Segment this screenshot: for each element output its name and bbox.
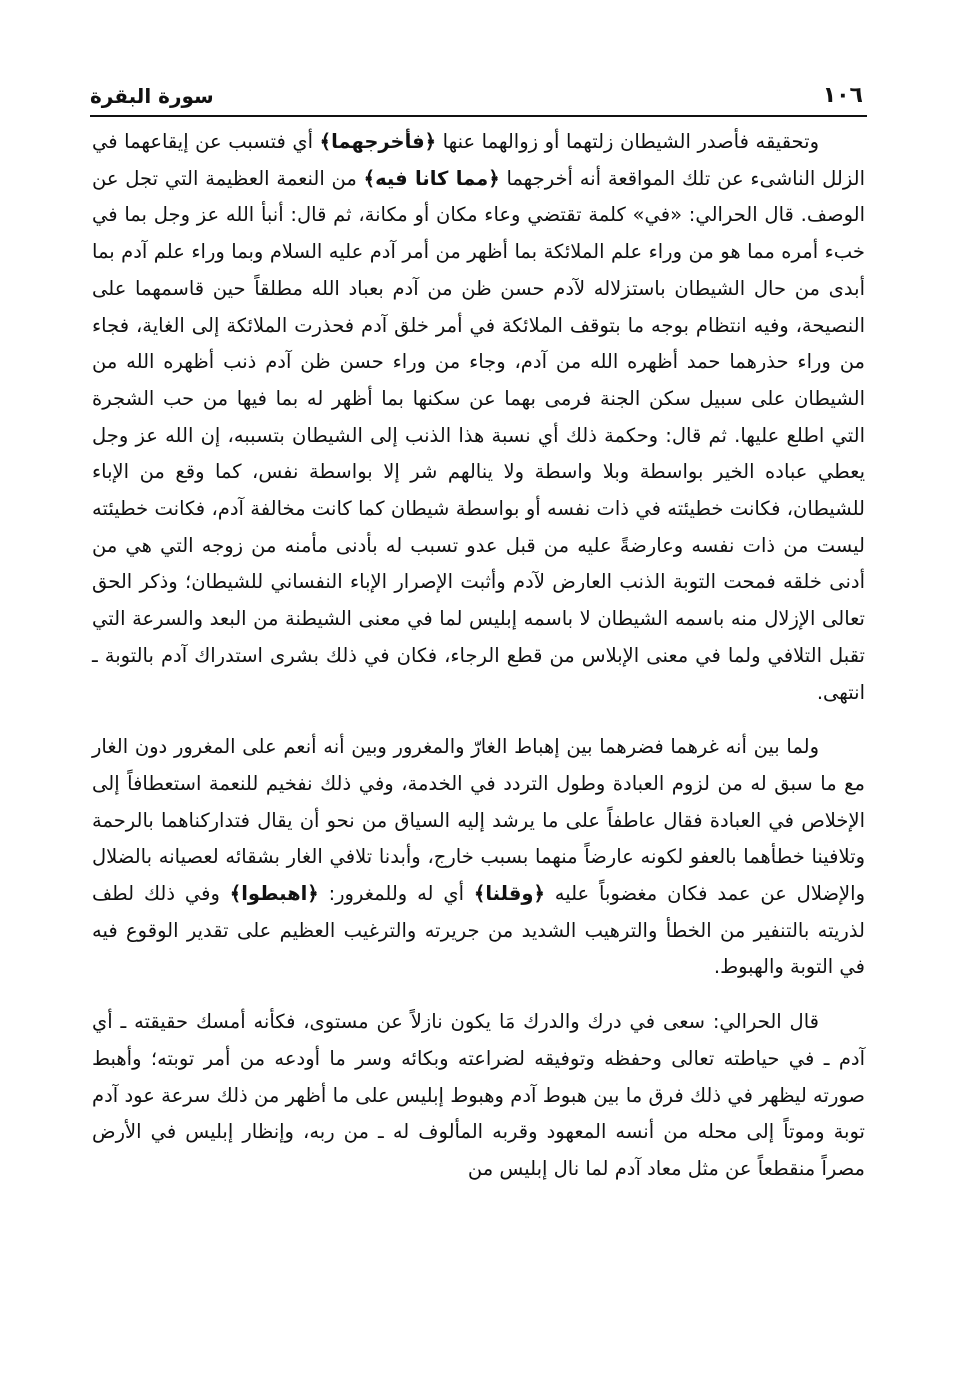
text-run: قال الحرالي: سعى في درك والدرك مَا يكون نازلاً عن مستوى، فكأنه أمسك حقيقته ـ أي آدم ـ في حياطته تعالى وحفظه وتوفيقه لضراعته وبكائه وسر ما أودعه من أمر توبته؛ وأهبط صورته ليظهر في ذلك فرق ما بين هبوط آدم وهبوط إبليس على ما أظهر من ذلك سرعة عود آدم توبة وموتاً إلى محله من أنسه المعهود وقربه المألوف له ـ من ربه، وإنظار إبليس في الأرض مصراً منقطعاً عن مثل معاد آدم لما نال إبليس من — [92, 1010, 865, 1180]
quran-quote: ﴿مما كانا فيه﴾ — [363, 166, 500, 190]
page-header — [90, 82, 865, 114]
paragraph-2 — [92, 729, 865, 986]
quran-quote: ﴿وقلنا﴾ — [473, 882, 545, 906]
text-run: ولما بين أنه غرهما فضرهما بين إهباط الغارّ والمغرور وبين أنه أنعم على المغرور دون الغار مع ما سبق له من لزوم العبادة وطول التردد في الخدمة، وفي ذلك نفخيم للنعمة استعطافاً إلى الإخلاص في العبادة فقال عاطفاً على ما يرشد إليه السياق من نحو أن يقال فتداركناهما بالرحمة وتلافينا خطأهما بالعفو لكونه عارضاً منهما بسبب خارج، وأبدنا تلافي الغار بشقائه لعصيانه بالضلال والإضلال عن عمد فكان مغضوباً عليه — [92, 735, 866, 906]
text-run: من النعمة العظيمة التي تجل عن الوصف. قال الحرالي: «في» كلمة تقتضي وعاء مكان أو مكانة، ثم قال: أنبأ الله عز وجل بما في خبء أمره مما هو من وراء علم الملائكة بما أظهر من أمر آدم عليه السلام وبما وراء علم آدم بما أبدى من حال الشيطان باستزلاله لآدم حسن ظن من آدم بعباد الله مطلقاً حين قاسمهما على النصيحة، وفيه انتظام بوجه ما بتوقف الملائكة في أمر خلق آدم فحذرت الملائكة إلى الغاية، فجاء من وراء حذرهما حمد أظهره الله من آدم، وجاء من وراء حسن ظن آدم ذنب أظهره الله من الشيطان على سبيل سكن الجنة فرمى بهما عن سكنها بما أظهر له بما فيها من حب الشجرة التي اطلع عليها. ثم قال: وحكمة ذلك أي نسبة هذا الذنب إلى الشيطان بتسببه، إن الله عز وجل يعطي عباده الخير بواسطة وبلا واسطة ولا ينالهم شر إلا بواسطة نفس، كما وقع من الإباء للشيطان، فكانت خطيئته في ذات نفسه أو بواسطة شيطان كما كانت مخالفة آدم، فكانت خطيئته ليست من ذات نفسه وعارضةً عليه من قبل عدو تسبب له بأدنى مأمنه من زوجه التي هي من أدنى خلقه فمحت التوبة الذنب العارض لآدم وأثبت الإصرار الإباء النفساني للشيطان؛ وذكر الحق تعالى الإزلال منه باسمه الشيطان لا باسمه إبليس لما في معنى الشيطنة من البعد والسرعة التي تقبل التلافي ولما في معنى الإبلاس من قطع الرجاء، فكان في ذلك بشرى استدراك آدم بالتوبة ـ انتهى. — [92, 166, 865, 704]
paragraph-1 — [92, 124, 865, 711]
text-run: وتحقيقه فأصدر الشيطان زلتهما أو زوالهما عنها — [436, 130, 819, 153]
paragraph-3 — [92, 1004, 865, 1188]
quran-quote: ﴿فأخرجهما﴾ — [319, 130, 437, 153]
text-run: أي فتسبب عن إيقاعهما في الزلل الناشىء عن تلك المواقعة أنه أخرجهما — [92, 130, 865, 190]
header-divider — [90, 115, 867, 117]
quran-quote: ﴿اهبطوا﴾ — [229, 882, 319, 906]
page-body — [92, 124, 865, 1188]
running-title: سورة البقرة — [90, 84, 214, 108]
text-run: وفي ذلك لطف لذريته بالتنفير من الخطأ والترهيب الشديد من جريرته والترغيب العظيم على تقدير الوقوع فيه في التوبة والهبوط. — [92, 882, 865, 979]
page-number: ١٠٦ — [822, 83, 863, 108]
text-run: أي له وللمغرور: — [318, 882, 474, 906]
